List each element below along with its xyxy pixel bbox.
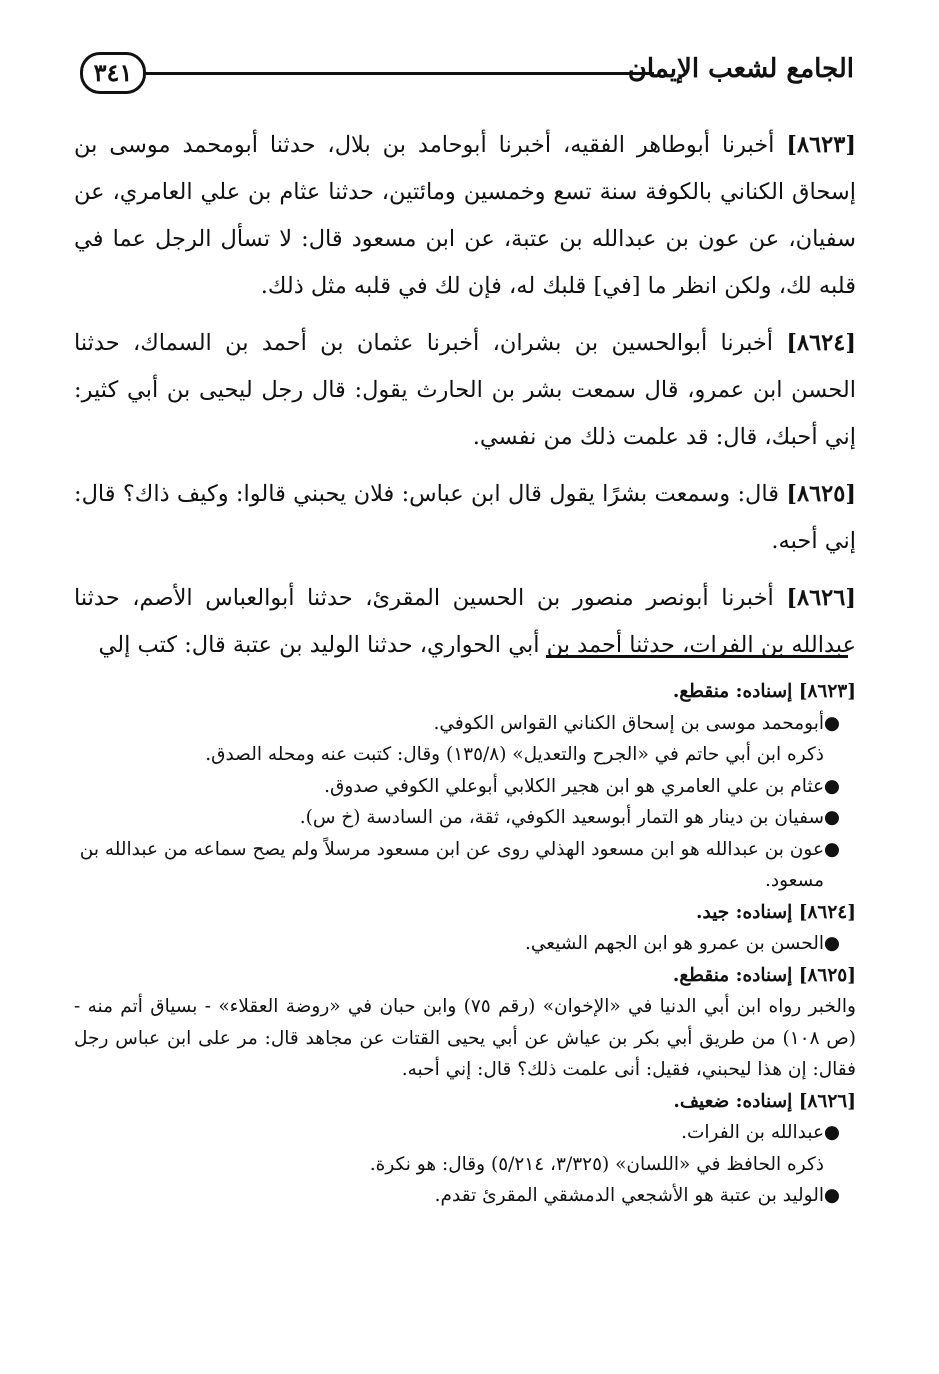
bullet-icon: ● — [823, 838, 840, 860]
footnote-subnote: ذكره الحافظ في «اللسان» (٣/٣٢٥، ٥/٢١٤) وقال: هو نكرة. — [369, 1153, 824, 1175]
footnote-item: ● عثام بن علي العامري هو ابن هجير الكلابي أبوعلي الكوفي صدوق. — [74, 771, 840, 803]
footnote-divider — [546, 655, 848, 658]
hadith-text: أخبرنا أبوطاهر الفقيه، أخبرنا أبوحامد بن بلال، حدثنا أبومحمد موسى بن إسحاق الكناني بالكوفة سنة تسع وخمسين ومائتين، حدثنا عثام بن علي العامري، عن سفيان، عن عون بن عبدالله بن عتبة، عن ابن مسعود قال: لا تسأل الرجل عما في قلبه لك، ولكن انظر ما [في] قلبك له، فإن لك في قلبه مثل ذلك. — [74, 132, 856, 299]
bullet-icon: ● — [823, 933, 840, 954]
footnote-item: ● عبدالله بن الفرات. — [74, 1117, 840, 1149]
header-rule — [146, 72, 654, 75]
paragraph-8624 — [74, 320, 856, 461]
footnotes — [74, 676, 856, 1212]
page-number: ٣٤١ — [80, 52, 146, 94]
main-text — [74, 122, 856, 679]
footnote-8624 — [74, 897, 856, 960]
footnote-verdict: إسناده: منقطع. — [672, 681, 799, 702]
hadith-number: [٨٦٢٤] — [786, 330, 856, 356]
footnote-number: [٨٦٢٣] — [798, 681, 856, 702]
footnote-item: ● الحسن بن عمرو هو ابن الجهم الشيعي. — [74, 928, 840, 960]
footnote-number: [٨٦٢٦] — [798, 1090, 856, 1112]
footnote-number: [٨٦٢٥] — [798, 964, 856, 986]
footnote-subnote: ذكره ابن أبي حاتم في «الجرح والتعديل» (١٣٥/٨) وقال: كتبت عنه ومحله الصدق. — [205, 744, 824, 765]
footnote-8625 — [74, 960, 856, 1086]
hadith-number: [٨٦٢٦] — [786, 585, 856, 611]
footnote-number: [٨٦٢٤] — [798, 901, 856, 923]
bullet-icon: ● — [823, 712, 840, 734]
footnote-verdict: إسناده: ضعيف. — [673, 1090, 799, 1112]
hadith-number: [٨٦٢٣] — [786, 132, 856, 158]
book-title: الجامع لشعب الإيمان — [627, 54, 854, 84]
bullet-icon: ● — [823, 1185, 840, 1206]
footnote-verdict: إسناده: منقطع. — [672, 964, 799, 986]
bullet-icon: ● — [823, 1122, 840, 1143]
footnote-item: ● الوليد بن عتبة هو الأشجعي الدمشقي المقرئ تقدم. — [74, 1180, 840, 1212]
footnote-paragraph: والخبر رواه ابن أبي الدنيا في «الإخوان» (رقم ٧٥) وابن حبان في «روضة العقلاء» - بسياق أتم منه - (ص ١٠٨) من طريق أبي بكر بن عياش عن أبي يحيى القتات عن مجاهد قال: مر على ابن عباس رجل فقال: إن هذا ليحبني، فقيل: أنى علمت ذلك؟ قال: إني أحبه. — [74, 996, 857, 1080]
footnote-8626 — [74, 1086, 856, 1212]
page-header — [74, 48, 854, 104]
paragraph-8623 — [74, 122, 856, 310]
bullet-icon: ● — [823, 775, 840, 797]
hadith-text: أخبرنا أبونصر منصور بن الحسين المقرئ، حدثنا أبوالعباس الأصم، حدثنا عبدالله بن الفرات، حدثنا أحمد بن أبي الحواري، حدثنا الوليد بن عتبة قال: كتب إلي — [74, 585, 856, 658]
paragraph-8625 — [74, 471, 856, 565]
hadith-text: أخبرنا أبوالحسين بن بشران، أخبرنا عثمان بن أحمد بن السماك، حدثنا الحسن ابن عمرو، قال سمعت بشر بن الحارث يقول: قال رجل ليحيى بن أبي كثير: إني أحبك، قال: قد علمت ذلك من نفسي. — [74, 330, 856, 450]
hadith-text: قال: وسمعت بشرًا يقول قال ابن عباس: فلان يحبني قالوا: وكيف ذاك؟ قال: إني أحبه. — [74, 481, 856, 554]
footnote-8623 — [74, 676, 856, 897]
footnote-item: ● عون بن عبدالله هو ابن مسعود الهذلي روى عن ابن مسعود مرسلاً ولم يصح سماعه من عبدالله بن مسعود. — [74, 834, 840, 897]
bullet-icon: ● — [823, 807, 840, 828]
footnote-verdict: إسناده: جيد. — [696, 901, 799, 923]
hadith-number: [٨٦٢٥] — [786, 481, 856, 507]
footnote-item: ● سفيان بن دينار هو التمار أبوسعيد الكوفي، ثقة، من السادسة (خ س). — [74, 802, 840, 834]
footnote-item: ● أبومحمد موسى بن إسحاق الكناني القواس الكوفي. — [74, 708, 840, 740]
